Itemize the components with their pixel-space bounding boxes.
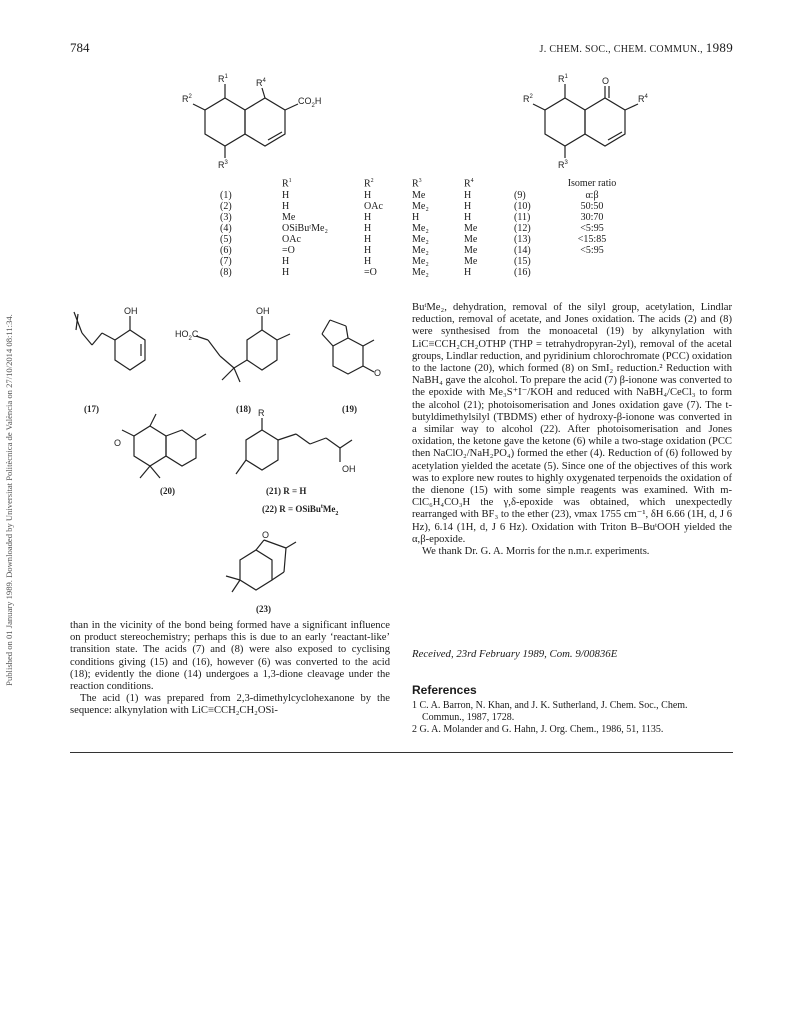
cell-num2: (11) [514, 212, 531, 223]
right-column [412, 302, 732, 558]
references-heading: References [412, 683, 477, 697]
label-r3: $R^3$ [218, 160, 228, 170]
cell-r4: H [464, 190, 472, 201]
cell-num: (6) [220, 245, 232, 256]
cell-num2: (15) [514, 256, 531, 267]
cell-num: (4) [220, 223, 232, 234]
cell-num: (1) [220, 190, 232, 201]
cell-r2: =O [364, 267, 377, 278]
cell-num2: (12) [514, 223, 531, 234]
cell-r1: H [282, 267, 290, 278]
cell-r1: =O [282, 245, 295, 256]
cell-r2: OAc [364, 201, 383, 212]
label-o-23: O [262, 530, 270, 540]
cell-r2: H [364, 245, 372, 256]
cell-r1: H [282, 190, 290, 201]
references-list [412, 700, 732, 735]
cell-r3: Me₂ [412, 201, 429, 212]
cell-r2: H [364, 212, 372, 223]
cell-num2: (16) [514, 267, 531, 278]
cell-r3: Me [412, 190, 426, 201]
right-paragraph-1: BuᵗMe₂, dehydration, removal of the silyl group, acetylation, Lindlar reduction, removal of acetate, and Jones oxidation. The acids (2) and (8) were synthesised from the monoacetal (19) by alkynylation with LiC≡CCH₂CH₂OTHP (THP = tetrahydropyran-2yl), removal of the acetal groups, Lindlar reduction, and pyridinium chlorochromate (PCC) oxidation to the lactone (20), which formed (8) on SmI₂ reduction.² Reduction with NaBH₄ gave the alcohol. To prepare the acid (7) β-ionone was converted to the epoxide with Me₃S⁺I⁻/KOH and reduced with NaBH₄/CeCl₃ to form the alcohol (21); photoisomerisation and Jones oxidation gave (7). The t-butyldimethylsilyl (TBDMS) ether of hydroxy-β-ionone was converted in a similar way to alcohol (22). After photoisomerisation and Jones oxidation, the ketone gave the ketone (6) while a two-stage oxidation (PCC then NaClO₂/NaH₂PO₄) formed the ether (4). Reduction of (6) followed by acetylation yielded the acetate (5). Since one of the objectives of this work was to explore new routes to highly oxygenated terpenoids the oxidation of the dienone (15) with some simple reagents was examined. With m-ClC₆H₄CO₃H the γ,δ-epoxide was obtained, which unexpectedly rearranged with BF₃ to the ether (23), νmax 1755 cm⁻¹, δH 6.66 (1H, d, J 6 Hz), 6.14 (1H, d, J 6 Hz). Oxidation with Triton B–BuᵗOOH yielded the α,β-epoxide. [412, 302, 732, 545]
cell-r3: Me₂ [412, 223, 429, 234]
label-oh-21: OH [342, 464, 356, 474]
table-row [220, 245, 622, 256]
label-r2-ketone: $R^2$ [523, 94, 533, 104]
label-r-21: R [258, 408, 265, 418]
cell-r3: Me₂ [412, 256, 429, 267]
cell-ratio: 30:70 [580, 212, 604, 223]
left-paragraph-1: than in the vicinity of the bond being formed have a significant influence on product stereochemistry; perhaps this is due to an early ‘reactant-like’ transition state. The acids (7) and (8) were also exposed to cyclising conditions giving (15) and (16), however (6) was converted to the acid (18); evidently the dione (14) undergoes a 1,3-dione cleavage under the reaction conditions. [70, 620, 390, 693]
cell-ratio: <5:95 [580, 223, 604, 234]
cell-ratio [562, 267, 622, 278]
label-r4-ketone: $R^4$ [638, 94, 648, 104]
table-row [220, 267, 622, 278]
cell-r1: H [282, 256, 290, 267]
cell-num: (5) [220, 234, 232, 245]
label-r4: $R^4$ [256, 78, 266, 88]
cell-num: (3) [220, 212, 232, 223]
cell-r3: Me₂ [412, 234, 429, 245]
cell-r2: H [364, 234, 372, 245]
cell-num: (8) [220, 267, 232, 278]
cell-r4: Me [464, 234, 478, 245]
compound-label-21: (21) R = H [266, 486, 307, 496]
table-row [220, 234, 622, 245]
journal-title: J. CHEM. SOC., CHEM. COMMUN., [539, 44, 703, 55]
cell-r4: Me [464, 223, 478, 234]
cell-ratio [562, 256, 622, 267]
label-r1-ketone: $R^1$ [558, 74, 568, 84]
reference-1: 1 C. A. Barron, N. Khan, and J. K. Sutherland, J. Chem. Soc., Chem. Commun., 1987, 1728. [412, 700, 688, 723]
left-column [70, 620, 390, 718]
label-r2: $R^2$ [182, 94, 192, 104]
label-o-19: O [374, 368, 382, 378]
label-r3-ketone: $R^3$ [558, 160, 568, 170]
substituent-table [220, 176, 622, 278]
col-r2: $R^2$ [364, 178, 374, 190]
left-paragraph-2: The acid (1) was prepared from 2,3-dimethylcyclohexanone by the sequence: alkynylation with LiC≡CCH₂CH₂OSi- [70, 693, 390, 717]
cell-r4: H [464, 201, 472, 212]
compound-label-20: (20) [160, 486, 175, 496]
bottom-rule [70, 752, 733, 753]
structure-20 [122, 414, 206, 478]
cell-ratio: 50:50 [580, 201, 604, 212]
cell-r1: OAc [282, 234, 301, 245]
cell-num2: (14) [514, 245, 531, 256]
cell-r1: OSiBuᵗMe₂ [282, 223, 328, 234]
table-row [220, 256, 622, 267]
compound-label-19: (19) [342, 404, 357, 414]
cell-r3: Me₂ [412, 267, 429, 278]
cell-r3: Me₂ [412, 245, 429, 256]
compound-label-22: (22) $R = OSiBu^tMe_2$ [262, 504, 339, 517]
compound-label-23: (23) [256, 604, 271, 614]
cell-num: (7) [220, 256, 232, 267]
structure-ketone-bicyclic [533, 84, 638, 158]
journal-year: 1989 [705, 40, 733, 55]
structure-21-22 [236, 418, 352, 474]
label-oxo: O [602, 76, 610, 86]
table-row [220, 223, 622, 234]
structure-17 [74, 312, 145, 370]
cell-num2: (13) [514, 234, 531, 245]
cell-r4: Me [464, 256, 478, 267]
col-r3: $R^3$ [412, 178, 422, 190]
table-row [220, 201, 622, 212]
compound-label-18: (18) [236, 404, 251, 414]
cell-r2: H [364, 223, 372, 234]
acknowledgement: We thank Dr. G. A. Morris for the n.m.r. experiments. [422, 546, 650, 558]
structure-acid-bicyclic [193, 84, 298, 158]
col-isomer-ratio: Isomer ratio [567, 177, 617, 189]
cell-r4: H [464, 267, 472, 278]
compound-label-17: (17) [84, 404, 99, 414]
cell-r4: H [464, 212, 472, 223]
sidebar-text: Published on 01 January 1989. Downloaded by Universitat Politècnica de València on 27/10/2014 08:11:34. [4, 314, 14, 686]
label-oh-18: OH [256, 306, 270, 316]
page-number: 784 [70, 40, 90, 55]
cell-num2: (9) [514, 190, 526, 201]
label-r1: $R^1$ [218, 74, 228, 84]
table-row [220, 212, 622, 223]
reference-2: 2 G. A. Molander and G. Hahn, J. Org. Chem., 1986, 51, 1135. [412, 723, 664, 735]
received-line: Received, 23rd February 1989, Com. 9/00836E [412, 648, 618, 660]
col-r4: $R^4$ [464, 178, 474, 190]
structure-23 [226, 540, 296, 592]
cell-ratio: α:β [585, 190, 599, 201]
label-co2h: $CO_2H$ [298, 96, 322, 109]
table-header-row [220, 176, 622, 190]
cell-r3: H [412, 212, 420, 223]
label-o-20: O [114, 438, 122, 448]
cell-r2: H [364, 190, 372, 201]
cell-r4: Me [464, 245, 478, 256]
col-r1: $R^1$ [282, 178, 292, 190]
cell-ratio: <15:85 [577, 234, 607, 245]
structure-18 [196, 316, 290, 382]
cell-num2: (10) [514, 201, 531, 212]
cell-ratio: <5:95 [580, 245, 604, 256]
label-oh-17: OH [124, 306, 138, 316]
cell-r2: H [364, 256, 372, 267]
structure-19 [322, 320, 374, 374]
cell-r1: Me [282, 212, 296, 223]
table-row [220, 190, 622, 201]
cell-num: (2) [220, 201, 232, 212]
label-ho2c: $HO_2C$ [175, 329, 199, 342]
cell-r1: H [282, 201, 290, 212]
